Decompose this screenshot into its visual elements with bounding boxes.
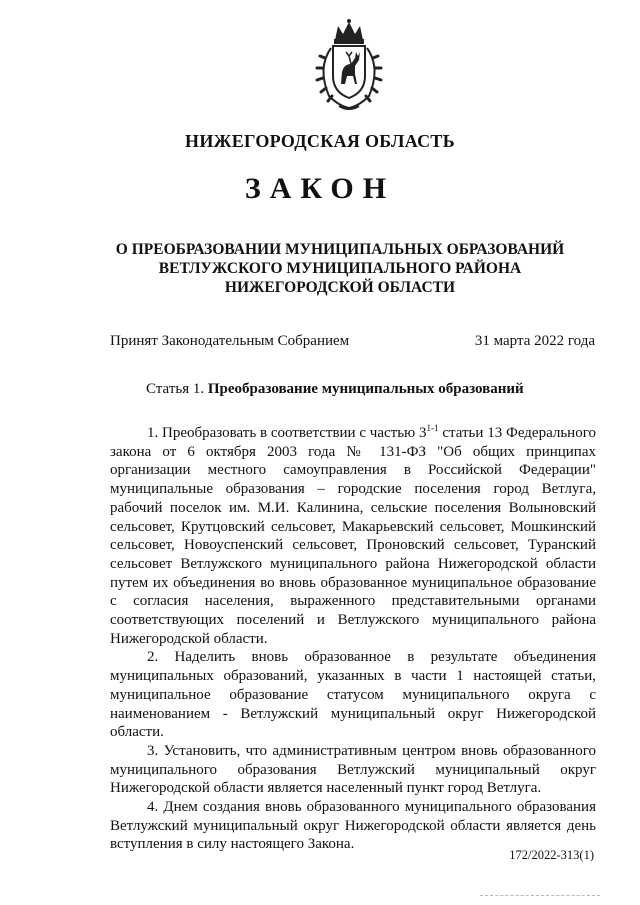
law-title-line: НИЖЕГОРОДСКОЙ ОБЛАСТИ <box>224 279 456 296</box>
article-heading <box>146 381 524 398</box>
article-body <box>110 419 596 854</box>
law-title <box>80 240 600 297</box>
paragraph-3: 3. Установить, что административным центром вновь образованного муниципального образования Ветлужский муниципальный округ Нижегородской области является населенный пункт город Ветлуга. <box>110 742 596 797</box>
paragraph-1 <box>110 419 596 648</box>
paragraph-1-rest: статьи 13 Федерального закона от 6 октября 2003 года № 131-ФЗ "Об общих принципах организации местного самоуправления в Российской Федерации" муниципальные образования – городские поселения город Ветлуга, рабочий поселок им. М.И. Калинина, сельские поселения Волыновский сельсовет, Крутцовский сельсовет, Макарьевский сельсовет, Мошкинский сельсовет, Новоуспенский сельсовет, Проновский сельсовет, Туранский сельсовет Ветлужского муниципального района Нижегородской области путем их объединения во вновь образованное муниципальное образование с согласия населения, выраженного представительными органами соответствующих поселений и Ветлужского муниципального района Нижегородской области. <box>110 425 596 647</box>
document-number: 172/2022-313(1) <box>509 848 594 862</box>
law-title-line: ВЕТЛУЖСКОГО МУНИЦИПАЛЬНОГО РАЙОНА <box>158 260 522 277</box>
article-prefix: Статья 1. <box>146 381 205 397</box>
paragraph-1-superscript: 1-1 <box>426 423 439 433</box>
paragraph-4: 4. Днем создания вновь образованного муниципального образования Ветлужский муниципальный округ Нижегородской области является день вступления в силу настоящего Закона. <box>110 799 596 853</box>
article-title: Преобразование муниципальных образований <box>207 381 524 397</box>
adoption-line <box>110 333 595 350</box>
law-title-line: О ПРЕОБРАЗОВАНИИ МУНИЦИПАЛЬНЫХ ОБРАЗОВАНИЙ <box>115 241 565 258</box>
region-title: НИЖЕГОРОДСКАЯ ОБЛАСТЬ <box>185 131 455 151</box>
adoption-date: 31 марта 2022 года <box>474 333 595 349</box>
nizhny-novgorod-coat-of-arms-icon <box>311 18 387 114</box>
paragraph-2: 2. Наделить вновь образованное в результате объединения муниципальных образований, указанных в части 1 настоящей статьи, муниципальное образование статусом муниципального округа с наименованием - Ветлужский муниципальный округ Нижегородской области. <box>110 649 596 741</box>
document-type-heading: ЗАКОН <box>244 172 396 205</box>
paragraph-1-start: 1. Преобразовать в соответствии с частью 3 <box>147 425 427 441</box>
adoption-label: Принят Законодательным Собранием <box>110 333 350 349</box>
scan-artifact <box>480 895 600 898</box>
